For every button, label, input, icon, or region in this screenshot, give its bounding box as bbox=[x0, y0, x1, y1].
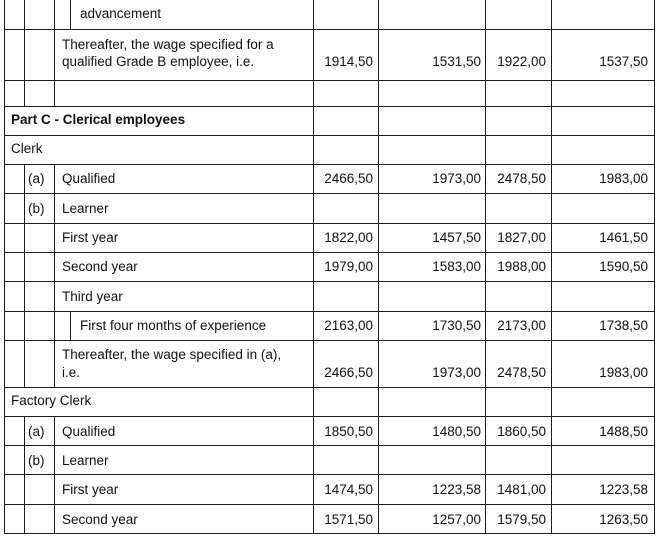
row-label: i.e. bbox=[62, 365, 81, 380]
row-rule bbox=[4, 106, 655, 107]
row-label: Qualified bbox=[62, 171, 116, 186]
value-cell: 1738,50 bbox=[599, 318, 648, 333]
row-rule bbox=[4, 533, 655, 534]
item-marker: (b) bbox=[28, 201, 45, 216]
row-rule bbox=[4, 135, 655, 136]
value-cell: 1263,50 bbox=[599, 512, 648, 527]
table-border-right bbox=[654, 0, 655, 534]
value-cell: 1860,50 bbox=[497, 424, 546, 439]
value-cell: 2173,00 bbox=[497, 318, 546, 333]
value-cell: 2466,50 bbox=[324, 365, 373, 380]
row-label: Learner bbox=[62, 201, 109, 216]
value-cell: 1827,00 bbox=[497, 230, 546, 245]
row-rule bbox=[4, 193, 655, 194]
row-label: Thereafter, the wage specified in (a), bbox=[62, 347, 282, 362]
row-label: advancement bbox=[80, 6, 162, 21]
row-rule bbox=[4, 311, 655, 312]
row-label: Qualified bbox=[62, 424, 116, 439]
row-rule bbox=[4, 445, 655, 446]
row-rule bbox=[4, 29, 655, 30]
row-rule bbox=[4, 474, 655, 475]
value-cell: 1461,50 bbox=[599, 230, 648, 245]
table-border-left bbox=[4, 0, 5, 534]
value-cell: 2478,50 bbox=[497, 171, 546, 186]
row-label: qualified Grade B employee, i.e. bbox=[62, 54, 255, 69]
row-label: Thereafter, the wage specified for a bbox=[62, 37, 274, 52]
value-cell: 1583,00 bbox=[432, 259, 481, 274]
row-rule bbox=[4, 504, 655, 505]
indent-divider bbox=[24, 164, 25, 388]
row-label: First year bbox=[62, 230, 119, 245]
value-cell: 1973,00 bbox=[432, 365, 481, 380]
value-cell: 1973,00 bbox=[432, 171, 481, 186]
value-cell: 1988,00 bbox=[497, 259, 546, 274]
value-cell: 1474,50 bbox=[324, 482, 373, 497]
row-rule bbox=[4, 281, 655, 282]
value-cell: 1223,58 bbox=[432, 482, 481, 497]
value-cell: 1531,50 bbox=[432, 54, 481, 69]
indent-divider bbox=[24, 416, 25, 534]
value-cell: 1979,00 bbox=[324, 259, 373, 274]
indent-divider bbox=[54, 164, 55, 388]
value-cell: 1481,00 bbox=[497, 482, 546, 497]
value-cell: 1457,50 bbox=[432, 230, 481, 245]
value-cell: 1571,50 bbox=[324, 512, 373, 527]
indent-divider bbox=[70, 0, 71, 30]
row-label: Third year bbox=[62, 289, 123, 304]
value-cell: 1983,00 bbox=[599, 365, 648, 380]
value-cell: 1488,50 bbox=[599, 424, 648, 439]
value-cell: 2478,50 bbox=[497, 365, 546, 380]
indent-divider bbox=[54, 416, 55, 534]
value-cell: 1922,00 bbox=[497, 54, 546, 69]
indent-divider bbox=[54, 0, 55, 107]
value-cell: 1223,58 bbox=[599, 482, 648, 497]
section-heading: Part C - Clerical employees bbox=[11, 112, 186, 127]
category-heading: Factory Clerk bbox=[11, 393, 92, 408]
value-cell: 1590,50 bbox=[599, 259, 648, 274]
row-rule bbox=[4, 164, 655, 165]
row-rule bbox=[4, 80, 655, 81]
value-cell: 1480,50 bbox=[432, 424, 481, 439]
value-cell: 1822,00 bbox=[324, 230, 373, 245]
row-label: Learner bbox=[62, 453, 109, 468]
row-rule bbox=[4, 223, 655, 224]
value-cell: 1983,00 bbox=[599, 171, 648, 186]
value-cell: 1537,50 bbox=[599, 54, 648, 69]
value-cell: 1730,50 bbox=[432, 318, 481, 333]
row-rule bbox=[4, 340, 655, 341]
indent-divider bbox=[70, 311, 71, 341]
value-cell: 1850,50 bbox=[324, 424, 373, 439]
row-label: Second year bbox=[62, 512, 138, 527]
value-cell: 2466,50 bbox=[324, 171, 373, 186]
value-cell: 1914,50 bbox=[324, 54, 373, 69]
row-rule bbox=[4, 252, 655, 253]
indent-divider bbox=[24, 0, 25, 107]
row-label: Second year bbox=[62, 259, 138, 274]
row-rule bbox=[4, 387, 655, 388]
item-marker: (a) bbox=[28, 424, 45, 439]
value-cell: 1257,00 bbox=[432, 512, 481, 527]
category-heading: Clerk bbox=[11, 141, 43, 156]
item-marker: (b) bbox=[28, 453, 45, 468]
row-label: First four months of experience bbox=[80, 318, 267, 333]
row-label: First year bbox=[62, 482, 119, 497]
value-cell: 1579,50 bbox=[497, 512, 546, 527]
row-rule bbox=[4, 416, 655, 417]
item-marker: (a) bbox=[28, 171, 45, 186]
value-cell: 2163,00 bbox=[324, 318, 373, 333]
